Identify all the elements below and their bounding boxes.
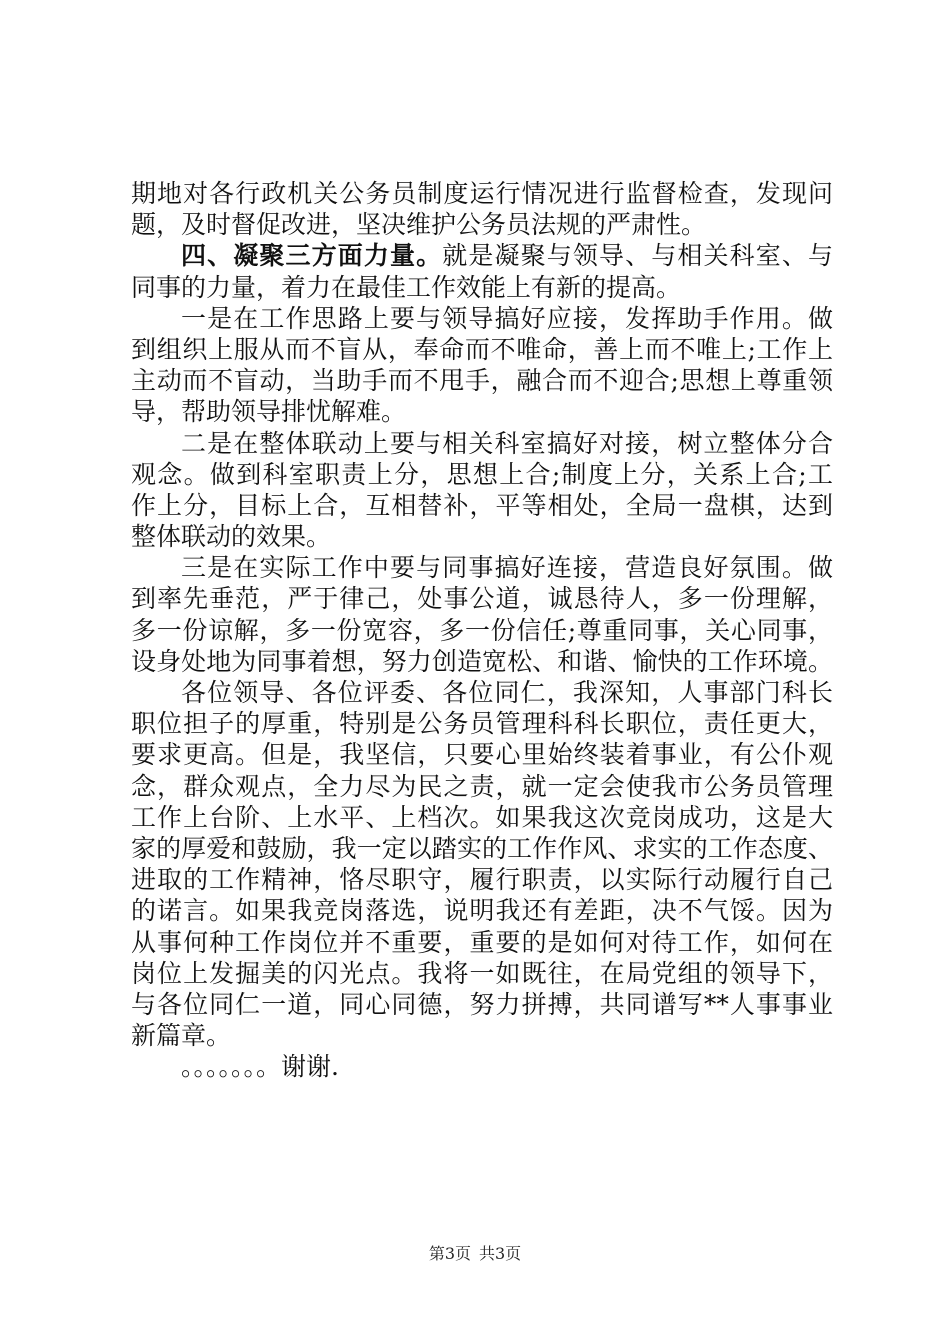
paragraph	[131, 552, 833, 677]
text-line: 职位担子的厚重，特别是公务员管理科科长职位，责任更大，	[131, 709, 833, 739]
page-number: 第3页	[428, 1244, 471, 1263]
text-line: 的诺言。如果我竞岗落选，说明我还有差距，决不气馁。因为	[131, 896, 833, 926]
text-line: 从事何种工作岗位并不重要，重要的是如何对待工作，如何在	[131, 927, 833, 957]
text-segment: 就是凝聚与领导、与相关科室、与	[442, 241, 833, 271]
text-line: 题，及时督促改进，坚决维护公务员法规的严肃性。	[131, 210, 707, 240]
paragraph-section-heading	[131, 240, 833, 302]
text-line: 作上分，目标上合，互相替补，平等相处，全局一盘棋，达到	[131, 490, 833, 520]
document-body	[131, 178, 833, 1082]
paragraph	[131, 303, 833, 428]
text-line: 一是在工作思路上要与领导搞好应接，发挥助手作用。做	[181, 303, 833, 333]
text-line: 与各位同仁一道，同心同德，努力拼搏，共同谱写**人事事业	[131, 989, 833, 1019]
text-line: 岗位上发掘美的闪光点。我将一如既往，在局党组的领导下，	[131, 958, 833, 988]
text-line: 期地对各行政机关公务员制度运行情况进行监督检查，发现问	[131, 179, 833, 208]
text-line: 工作上台阶、上水平、上档次。如果我这次竞岗成功，这是大	[131, 802, 833, 832]
text-line: 各位领导、各位评委、各位同仁，我深知，人事部门科长	[181, 678, 833, 707]
text-line: 观念。做到科室职责上分，思想上合;制度上分，关系上合;工	[131, 459, 833, 489]
text-line: 进取的工作精神，恪尽职守，履行职责，以实际行动履行自己	[131, 865, 833, 895]
text-line: 要求更高。但是，我坚信，只要心里始终装着事业，有公仆观	[131, 740, 833, 770]
text-line: 到率先垂范，严于律己，处事公道，诚恳待人，多一份理解，	[131, 584, 833, 614]
text-line: 新篇章。	[131, 1021, 232, 1051]
page-footer	[0, 1244, 950, 1264]
text-line: 三是在实际工作中要与同事搞好连接，营造良好氛围。做	[181, 553, 833, 583]
text-line: 到组织上服从而不盲从，奉命而不唯命，善上而不唯上;工作上	[131, 334, 833, 364]
closing-paragraph	[131, 1051, 833, 1082]
total-pages: 共3页	[479, 1244, 522, 1263]
text-line: 念，群众观点，全力尽为民之责，就一定会使我市公务员管理	[131, 771, 833, 801]
text-line: 设身处地为同事着想，努力创造宽松、和谐、愉快的工作环境。	[131, 646, 833, 676]
text-line: 主动而不盲动，当助手而不甩手，融合而不迎合;思想上尊重领	[131, 366, 833, 396]
text-line: 整体联动的效果。	[131, 522, 332, 552]
text-line: 家的厚爱和鼓励，我一定以踏实的工作作风、求实的工作态度、	[131, 833, 833, 863]
paragraph	[131, 428, 833, 553]
closing-line: 。。。。。。。谢谢.	[181, 1052, 339, 1082]
text-line: 导，帮助领导排忧解难。	[131, 397, 407, 427]
paragraph	[131, 677, 833, 1051]
text-line: 二是在整体联动上要与相关科室搞好对接，树立整体分合	[181, 428, 833, 458]
text-line	[131, 240, 833, 271]
paragraph	[131, 178, 833, 240]
section-heading: 四、凝聚三方面力量。	[181, 241, 443, 271]
text-line: 同事的力量，着力在最佳工作效能上有新的提高。	[131, 272, 682, 302]
text-line: 多一份谅解，多一份宽容，多一份信任;尊重同事，关心同事，	[131, 615, 833, 645]
